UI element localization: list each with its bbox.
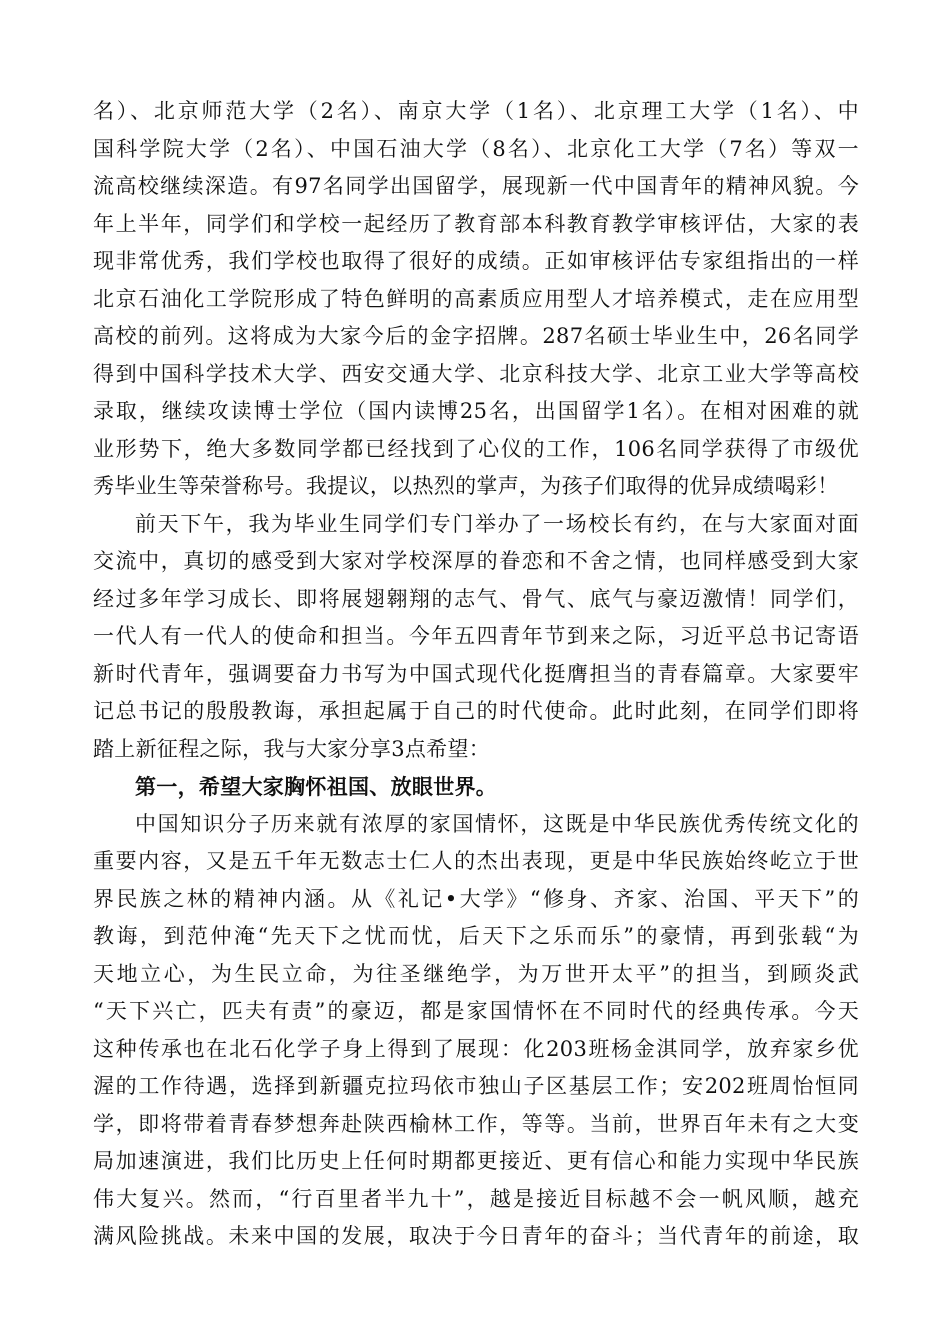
text-line-3: 流高校继续深造。有97名同学出国留学，展现新一代中国青年的精神风貌。今 <box>93 174 859 198</box>
text-line-28: 学，即将带着青春梦想奔赴陕西榆林工作，等等。当前，世界百年未有之大变 <box>93 1111 859 1136</box>
document-page <box>93 93 859 1256</box>
text-line-10: 业形势下，绝大多数同学都已经找到了心仪的工作，106名同学获得了市级优 <box>93 436 859 461</box>
text-line-18: 踏上新征程之际，我与大家分享3点希望： <box>93 736 491 761</box>
text-line-13: 交流中，真切的感受到大家对学校深厚的眷恋和不舍之情，也同样感受到大家 <box>93 549 859 573</box>
text-line-4: 年上半年，同学们和学校一起经历了教育部本科教育教学审核评估，大家的表 <box>93 211 859 236</box>
text-line-22: 界民族之林的精神内涵。从《礼记•大学》“修身、齐家、治国、平天下”的 <box>93 886 859 911</box>
text-line-29: 局加速演进，我们比历史上任何时期都更接近、更有信心和能力实现中华民族 <box>93 1149 859 1173</box>
text-line-7: 高校的前列。这将成为大家今后的金字招牌。287名硕士毕业生中，26名同学 <box>93 324 859 348</box>
text-line-17: 记总书记的殷殷教诲，承担起属于自己的时代使命。此时此刻，在同学们即将 <box>93 699 859 723</box>
text-line-1: 名）、北京师范大学（2名）、南京大学（1名）、北京理工大学（1名）、中 <box>93 99 859 123</box>
text-line-24: 天地立心，为生民立命，为往圣继绝学，为万世开太平”的担当，到顾炎武 <box>93 961 859 986</box>
section-heading: 第一，希望大家胸怀祖国、放眼世界。 <box>135 774 498 799</box>
text-line-6: 北京石油化工学院形成了特色鲜明的高素质应用型人才培养模式，走在应用型 <box>93 286 859 311</box>
text-line-2: 国科学院大学（2名）、中国石油大学（8名）、北京化工大学（7名）等双一 <box>93 136 859 161</box>
text-line-23: 教诲，到范仲淹“先天下之忧而忧，后天下之乐而乐”的豪情，再到张载“为 <box>93 924 859 948</box>
text-line-11: 秀毕业生等荣誉称号。我提议，以热烈的掌声，为孩子们取得的优异成绩喝彩！ <box>93 474 839 498</box>
text-line-15: 一代人有一代人的使命和担当。今年五四青年节到来之际，习近平总书记寄语 <box>93 624 859 648</box>
text-line-5: 现非常优秀，我们学校也取得了很好的成绩。正如审核评估专家组指出的一样 <box>93 249 859 273</box>
text-line-31: 满风险挑战。未来中国的发展，取决于今日青年的奋斗；当代青年的前途，取 <box>93 1224 859 1248</box>
text-line-14: 经过多年学习成长、即将展翅翱翔的志气、骨气、底气与豪迈激情！同学们， <box>93 586 859 611</box>
text-line-8: 得到中国科学技术大学、西安交通大学、北京科技大学、北京工业大学等高校 <box>93 361 859 386</box>
text-line-16: 新时代青年，强调要奋力书写为中国式现代化挺膺担当的青春篇章。大家要牢 <box>93 661 859 686</box>
text-line-9: 录取，继续攻读博士学位（国内读博25名，出国留学1名）。在相对困难的就 <box>93 399 859 423</box>
text-line-26: 这种传承也在北石化学子身上得到了展现：化203班杨金淇同学，放弃家乡优 <box>93 1036 859 1061</box>
text-line-27: 渥的工作待遇，选择到新疆克拉玛依市独山子区基层工作；安202班周怡恒同 <box>93 1074 859 1098</box>
text-line-20: 中国知识分子历来就有浓厚的家国情怀，这既是中华民族优秀传统文化的 <box>135 811 859 836</box>
text-line-25: “天下兴亡，匹夫有责”的豪迈，都是家国情怀在不同时代的经典传承。今天 <box>93 999 859 1023</box>
text-line-21: 重要内容，又是五千年无数志士仁人的杰出表现，更是中华民族始终屹立于世 <box>93 849 859 873</box>
text-line-30: 伟大复兴。然而，“行百里者半九十”，越是接近目标越不会一帆风顺，越充 <box>93 1186 859 1211</box>
text-line-12: 前天下午，我为毕业生同学们专门举办了一场校长有约，在与大家面对面 <box>135 511 859 536</box>
